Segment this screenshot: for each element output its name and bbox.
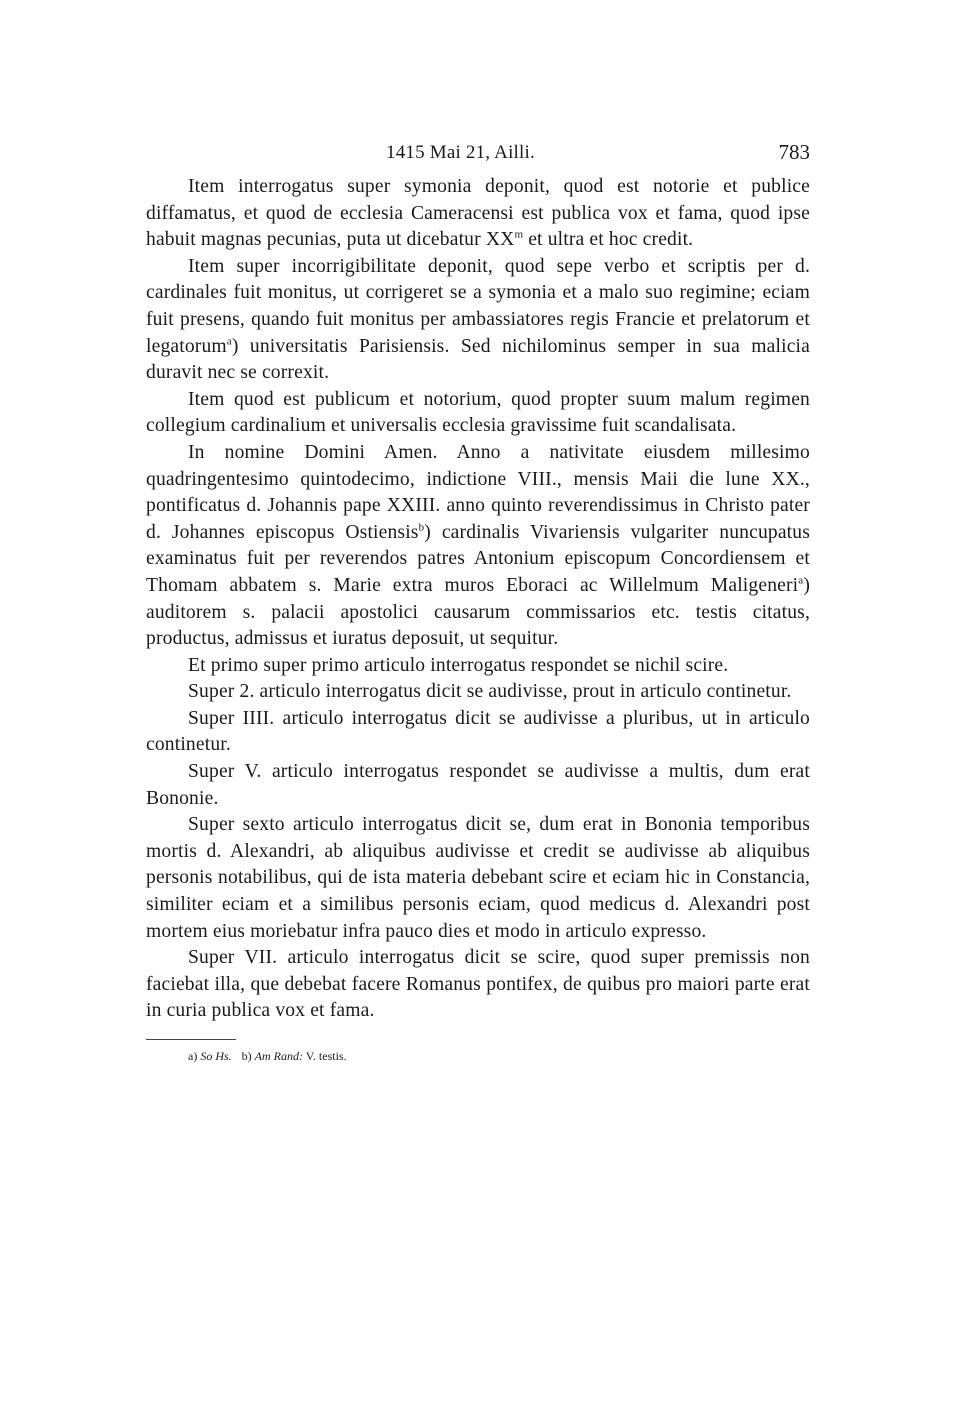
running-head [146,140,810,174]
paragraph [146,440,810,653]
text-segment: Item quod est publicum et notorium, quod propter suum malum regimen collegium cardinalium et universalis ecclesia gravissime fuit scandalisata. [146,388,810,437]
footnote [242,1049,347,1063]
footnote-rule [146,1039,236,1040]
footnote-text: So Hs. [200,1049,232,1063]
text-segment: Super V. articulo interrogatus respondet se audivisse a multis, dum erat Bononie. [146,761,810,809]
text-segment: Et primo super primo articulo interrogatus respondet se nichil scire. [188,654,729,676]
text-segment: In nomine Domini Amen. Anno a nativitate eiusdem millesimo quadringentesimo quintodecimo, indictione VIII., mensis Maii die lune XX., pontificatus d. Johannis pape XXIII. anno quinto reverendissimus in Christo pater d. Johannes episcopus Ostiensis [146,441,810,543]
text-segment: Item interrogatus super symonia deponit, quod est notorie et publice diffamatus, et quod de ecclesia Cameracensi est publica vox et fama, quod ipse habuit magnas pecunias, puta ut dicebatur XX [146,176,810,251]
footnote-marker: b) [241,1049,252,1063]
footnotes [146,1048,810,1064]
text-segment: ) cardinalis Vivariensis vulgariter nuncupatus examinatus fuit per reverendos patres Antonium episcopum Concordiensem et Thomam abbatem s. Marie extra muros Eboraci ac Willelmum Maligeneri [146,521,811,596]
text-segment: et ultra et hoc credit. [523,229,694,251]
footnote-marker: a [226,335,232,348]
body-text [146,174,810,1025]
text-segment: Item super incorrigibilitate deponit, quod sepe verbo et scriptis per d. cardinales fuit monitus, ut corrigeret se a symonia et a malo suo regimine; eciam fuit presens, quando fuit monitus per ambassiatores regis Francie et prelatorum et legatorum [146,255,810,357]
paragraph [146,945,810,1025]
text-segment: ) auditorem s. palacii apostolici causarum commissarios etc. testis citatus, productus, admissus et iuratus deposuit, ut sequitur. [146,574,810,650]
footnote-text: V. testis. [303,1049,347,1063]
footnote-marker: m [514,228,524,241]
paragraph [146,759,810,812]
paragraph [146,653,810,680]
text-segment: Super VII. articulo interrogatus dicit se scire, quod super premissis non faciebat illa, que debebat facere Romanus pontifex, de quibus pro maiori parte erat in curia publica vox et fama. [146,947,810,1022]
footnote-marker: a) [188,1049,198,1063]
paragraph [146,812,810,945]
footnote [188,1049,232,1063]
footnote-marker: b [418,521,425,534]
document-page [146,140,810,1064]
text-segment: Super IIII. articulo interrogatus dicit se audivisse a pluribus, ut in articulo continetur. [146,707,810,756]
paragraph [146,679,810,706]
paragraph [146,387,810,440]
footnote-text: Am Rand: [254,1049,303,1063]
paragraph [146,706,810,759]
text-segment: Super 2. articulo interrogatus dicit se audivisse, prout in articulo continetur. [188,681,792,703]
paragraph [146,174,810,254]
text-segment: ) universitatis Parisiensis. Sed nichilominus semper in sua malicia duravit nec se correxit. [146,335,810,384]
page-number: 783 [778,140,810,164]
running-head-title: 1415 Mai 21, Ailli. [386,142,535,163]
text-segment: Super sexto articulo interrogatus dicit se, dum erat in Bononia temporibus mortis d. Alexandri, ab aliquibus audivisse et credit se audivisse ab aliquibus personis notabilibus, qui de ista materia debebant scire et eciam hic in Constancia, similiter eciam et a similibus personis eciam, quod medicus d. Alexandri post mortem eius moriebatur infra pauco dies et modo in articulo expresso. [146,814,810,942]
footnote-marker: a [798,574,804,587]
paragraph [146,254,810,387]
